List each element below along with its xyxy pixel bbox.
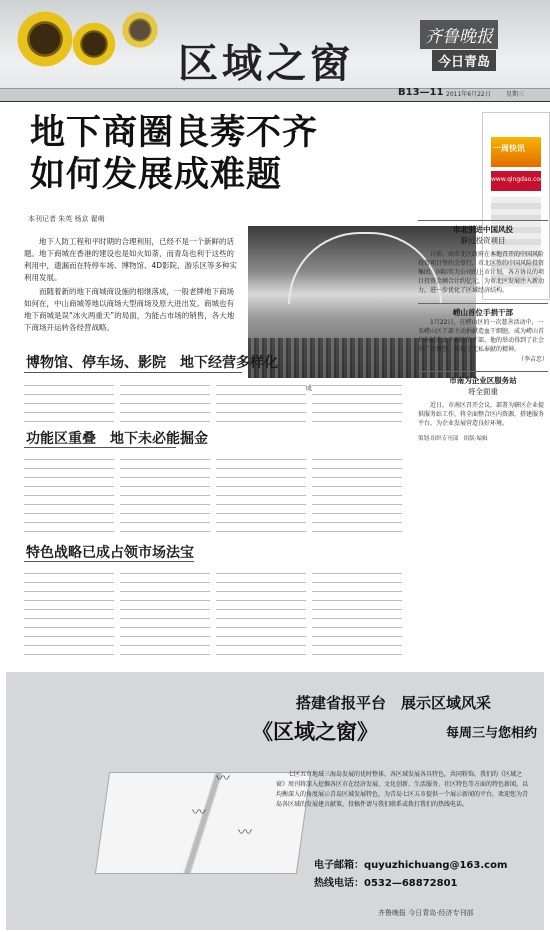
bird-icon: 〰 (238, 825, 252, 841)
headline-line: 地下商圈良莠不齐 (30, 112, 319, 153)
brief-author: （李吉忠） (517, 356, 548, 363)
section-title: 区域之窗 (178, 40, 354, 87)
divider (24, 372, 242, 373)
brief-text: 日前，由市北区政府在本地召开的中国风险投资项目签约会举行，市北区签约中国风险投资集团、国际实力公司的上市计划，各方协议的项目投资金额合计约亿元，为市北区发展注入新动力，进一步优化了区域经济结构。 (418, 251, 545, 294)
lead-paragraphs (24, 236, 238, 336)
text-columns (24, 566, 416, 662)
divider (0, 101, 550, 102)
brief-title: 市北引进中国风投 (418, 220, 548, 235)
lead-paragraph: 地下人防工程和平时期的合理利用，已经不是一个新鲜的话题。地下商城在香港的建设也是如火如荼，而青岛也利于这些的利用中，遗漏而在特停车场、博物馆、4D影院、游乐区等多种实利用发展。 (24, 237, 238, 282)
bird-icon: 〰 (216, 771, 230, 787)
issue-weekday: 星期三 (506, 91, 525, 98)
byline: 本刊记者 朱英 杨京 翟萌 (28, 215, 105, 223)
divider (24, 447, 176, 448)
phone-contact (314, 874, 458, 889)
ad-headline: 搭建省报平台 展示区域风采 (296, 694, 492, 712)
bird-icon: 〰 (192, 805, 206, 821)
page-number: B13—11 (398, 87, 444, 98)
promo-url: www.qingdao.com (491, 176, 546, 183)
email-value: quyuzhichuang@163.com (364, 860, 508, 871)
email-contact (314, 856, 507, 871)
brief-text: 近日，市南区召开会议，部署为辖区企业提供服务站工作，将全面整合区内资源，搭建服务平台，为企业发展营造良好环境。 (418, 402, 545, 427)
sunflower-icon (14, 8, 76, 70)
brief-subtitle: 将全面重 (468, 387, 498, 396)
promo-label: 一周快讯 (493, 144, 525, 153)
ad-body: 七区五市地域三海岛发展的优时整体，各区域发展各具特色，共同粉饰，我们的《区域之窗》周刊将深入挖掘各区市在经济发展、文化创新、生活服务、社区特色等方面的特色新闻，以均衡深入的角度展示青岛区域发展特色，为青岛七区五市提供一个展示新闻的平台。欢迎您为青岛各区域的发展建言献策，投稿件请与我们联系或拨打我们的热线电话。 (276, 771, 529, 808)
phone-label: 热线电话： (314, 878, 364, 889)
brief-title: 崂山首位手捐干部 (418, 303, 548, 318)
ad-title: 《区域之窗》 (252, 719, 378, 744)
issue-date: 2011年6月22日 (446, 91, 491, 98)
edition-label: 今日青岛 (432, 50, 496, 71)
brief-subtitle: 静远投资项目 (460, 236, 506, 245)
ad-footer: 齐鲁晚报 今日青岛·经济专刊部 (378, 909, 474, 917)
text-columns (24, 378, 416, 422)
divider (24, 561, 194, 562)
subhead: 功能区重叠 地下未必能掘金 (26, 431, 208, 447)
brand-logo: 齐鲁晚报 (420, 20, 498, 49)
news-brief-column (418, 212, 548, 442)
phone-value: 0532—68872801 (364, 878, 458, 889)
subhead: 博物馆、停车场、影院 地下经营多样化 (26, 355, 278, 371)
email-label: 电子邮箱： (314, 860, 364, 871)
subhead: 特色战略已成占领市场法宝 (26, 545, 194, 561)
lead-paragraph: 而随着新的地下商城商设施的相继落成，一般老牌地下商场如何在，中山商城等地以商场大型商场及原大进出发。商城也有地下商城是误“冰火两重天”的局面，为能占市场的销售，各大地下商场开运转各经营战略。 (24, 287, 235, 332)
ad-schedule: 每周三与您相约 (446, 726, 538, 741)
brief-title: 市南为企业区服务站 (418, 371, 548, 386)
headline-line: 如何发展成难题 (30, 154, 283, 195)
sunflower-icon (70, 20, 118, 68)
editorial-credit: 策划·组织专刊部 组版·编辑 (418, 436, 488, 442)
promo-advertisement (6, 672, 544, 930)
brief-text: 1月22日，在崂山区的一次慈善活动中，一名崂山区干部主动捐献造血干细胞，成为崂山首位捐献造血干细胞的干部，他的举动得到了社会的广泛赞誉，体现了无私奉献的精神。 (418, 319, 545, 353)
text-columns (24, 452, 416, 536)
sunflower-icon (120, 10, 160, 50)
main-headline (30, 112, 318, 196)
masthead (0, 0, 550, 102)
